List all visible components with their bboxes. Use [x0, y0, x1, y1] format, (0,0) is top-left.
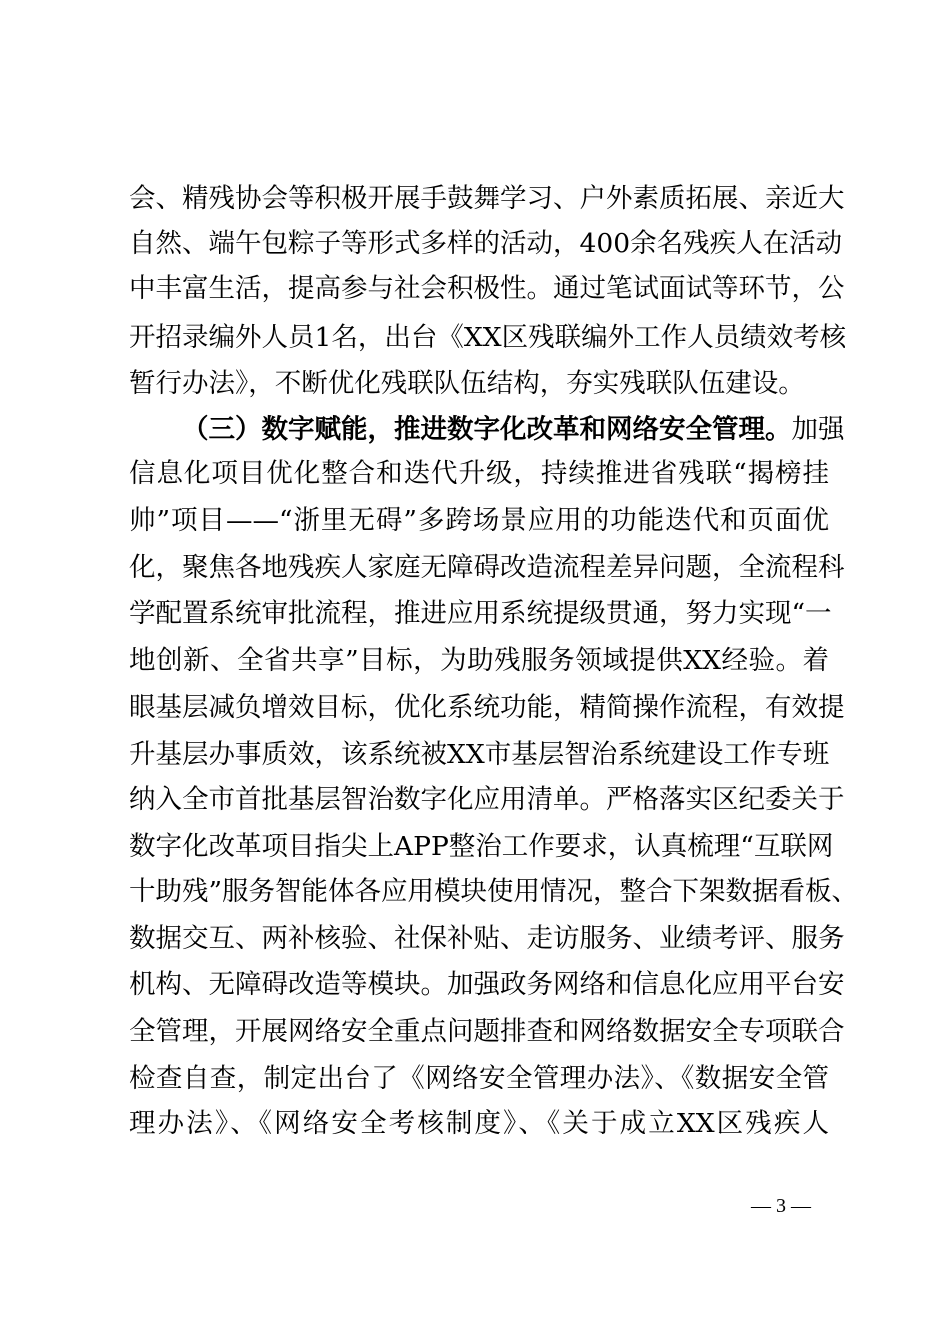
- page-number: — 3 —: [751, 1195, 811, 1217]
- text-line: 地创新、全省共享”目标，为助残服务领域提供XX经验。着: [129, 645, 829, 676]
- text-line: 中丰富生活，提高参与社会积极性。通过笔试面试等环节，公: [129, 273, 845, 304]
- text-line: 会、精残协会等积极开展手鼓舞学习、户外素质拓展、亲近大: [129, 183, 845, 214]
- text-line: 升基层办事质效，该系统被XX市基层智治系统建设工作专班: [129, 739, 830, 770]
- section-heading-line: [182, 408, 845, 452]
- text-line: 纳入全市首批基层智治数字化应用清单。严格落实区纪委关于: [129, 784, 845, 815]
- text-line: 理办法》、《网络安全考核制度》、《关于成立XX区残疾人: [129, 1108, 829, 1139]
- text-line: 机构、无障碍改造等模块。加强政务网络和信息化应用平台安: [129, 969, 845, 1000]
- text-line: 全管理，开展网络安全重点问题排查和网络数据安全专项联合: [129, 1016, 845, 1047]
- text-line: 化，聚焦各地残疾人家庭无障碍改造流程差异问题，全流程科: [129, 552, 845, 583]
- text-line: 数据交互、两补核验、社保补贴、走访服务、业绩考评、服务: [129, 923, 845, 954]
- text-line: 帅”项目——“浙里无碍”多跨场景应用的功能迭代和页面优: [129, 505, 829, 536]
- text-line: 数字化改革项目指尖上APP整治工作要求，认真梳理“互联网: [129, 831, 834, 862]
- text-line: 十助残”服务智能体各应用模块使用情况，整合下架数据看板、: [129, 876, 859, 907]
- text-line: 自然、端午包粽子等形式多样的活动，400余名残疾人在活动: [129, 228, 843, 259]
- text-line: 眼基层减负增效目标，优化系统功能，精简操作流程，有效提: [129, 692, 845, 723]
- text-line: 检查自查，制定出台了《网络安全管理办法》、《数据安全管: [129, 1063, 829, 1094]
- text-line: 信息化项目优化整合和迭代升级，持续推进省残联“揭榜挂: [129, 458, 829, 489]
- section-heading: （三）数字赋能，推进数字化改革和网络安全管理。: [182, 414, 792, 445]
- text-line: 暂行办法》，不断优化残联队伍结构，夯实残联队伍建设。: [129, 368, 805, 399]
- text-line: 开招录编外人员1名，出台《XX区残联编外工作人员绩效考核: [129, 322, 847, 353]
- text-line: 学配置系统审批流程，推进应用系统提级贯通，努力实现“一: [129, 598, 832, 629]
- text-fragment: 加强: [791, 414, 845, 445]
